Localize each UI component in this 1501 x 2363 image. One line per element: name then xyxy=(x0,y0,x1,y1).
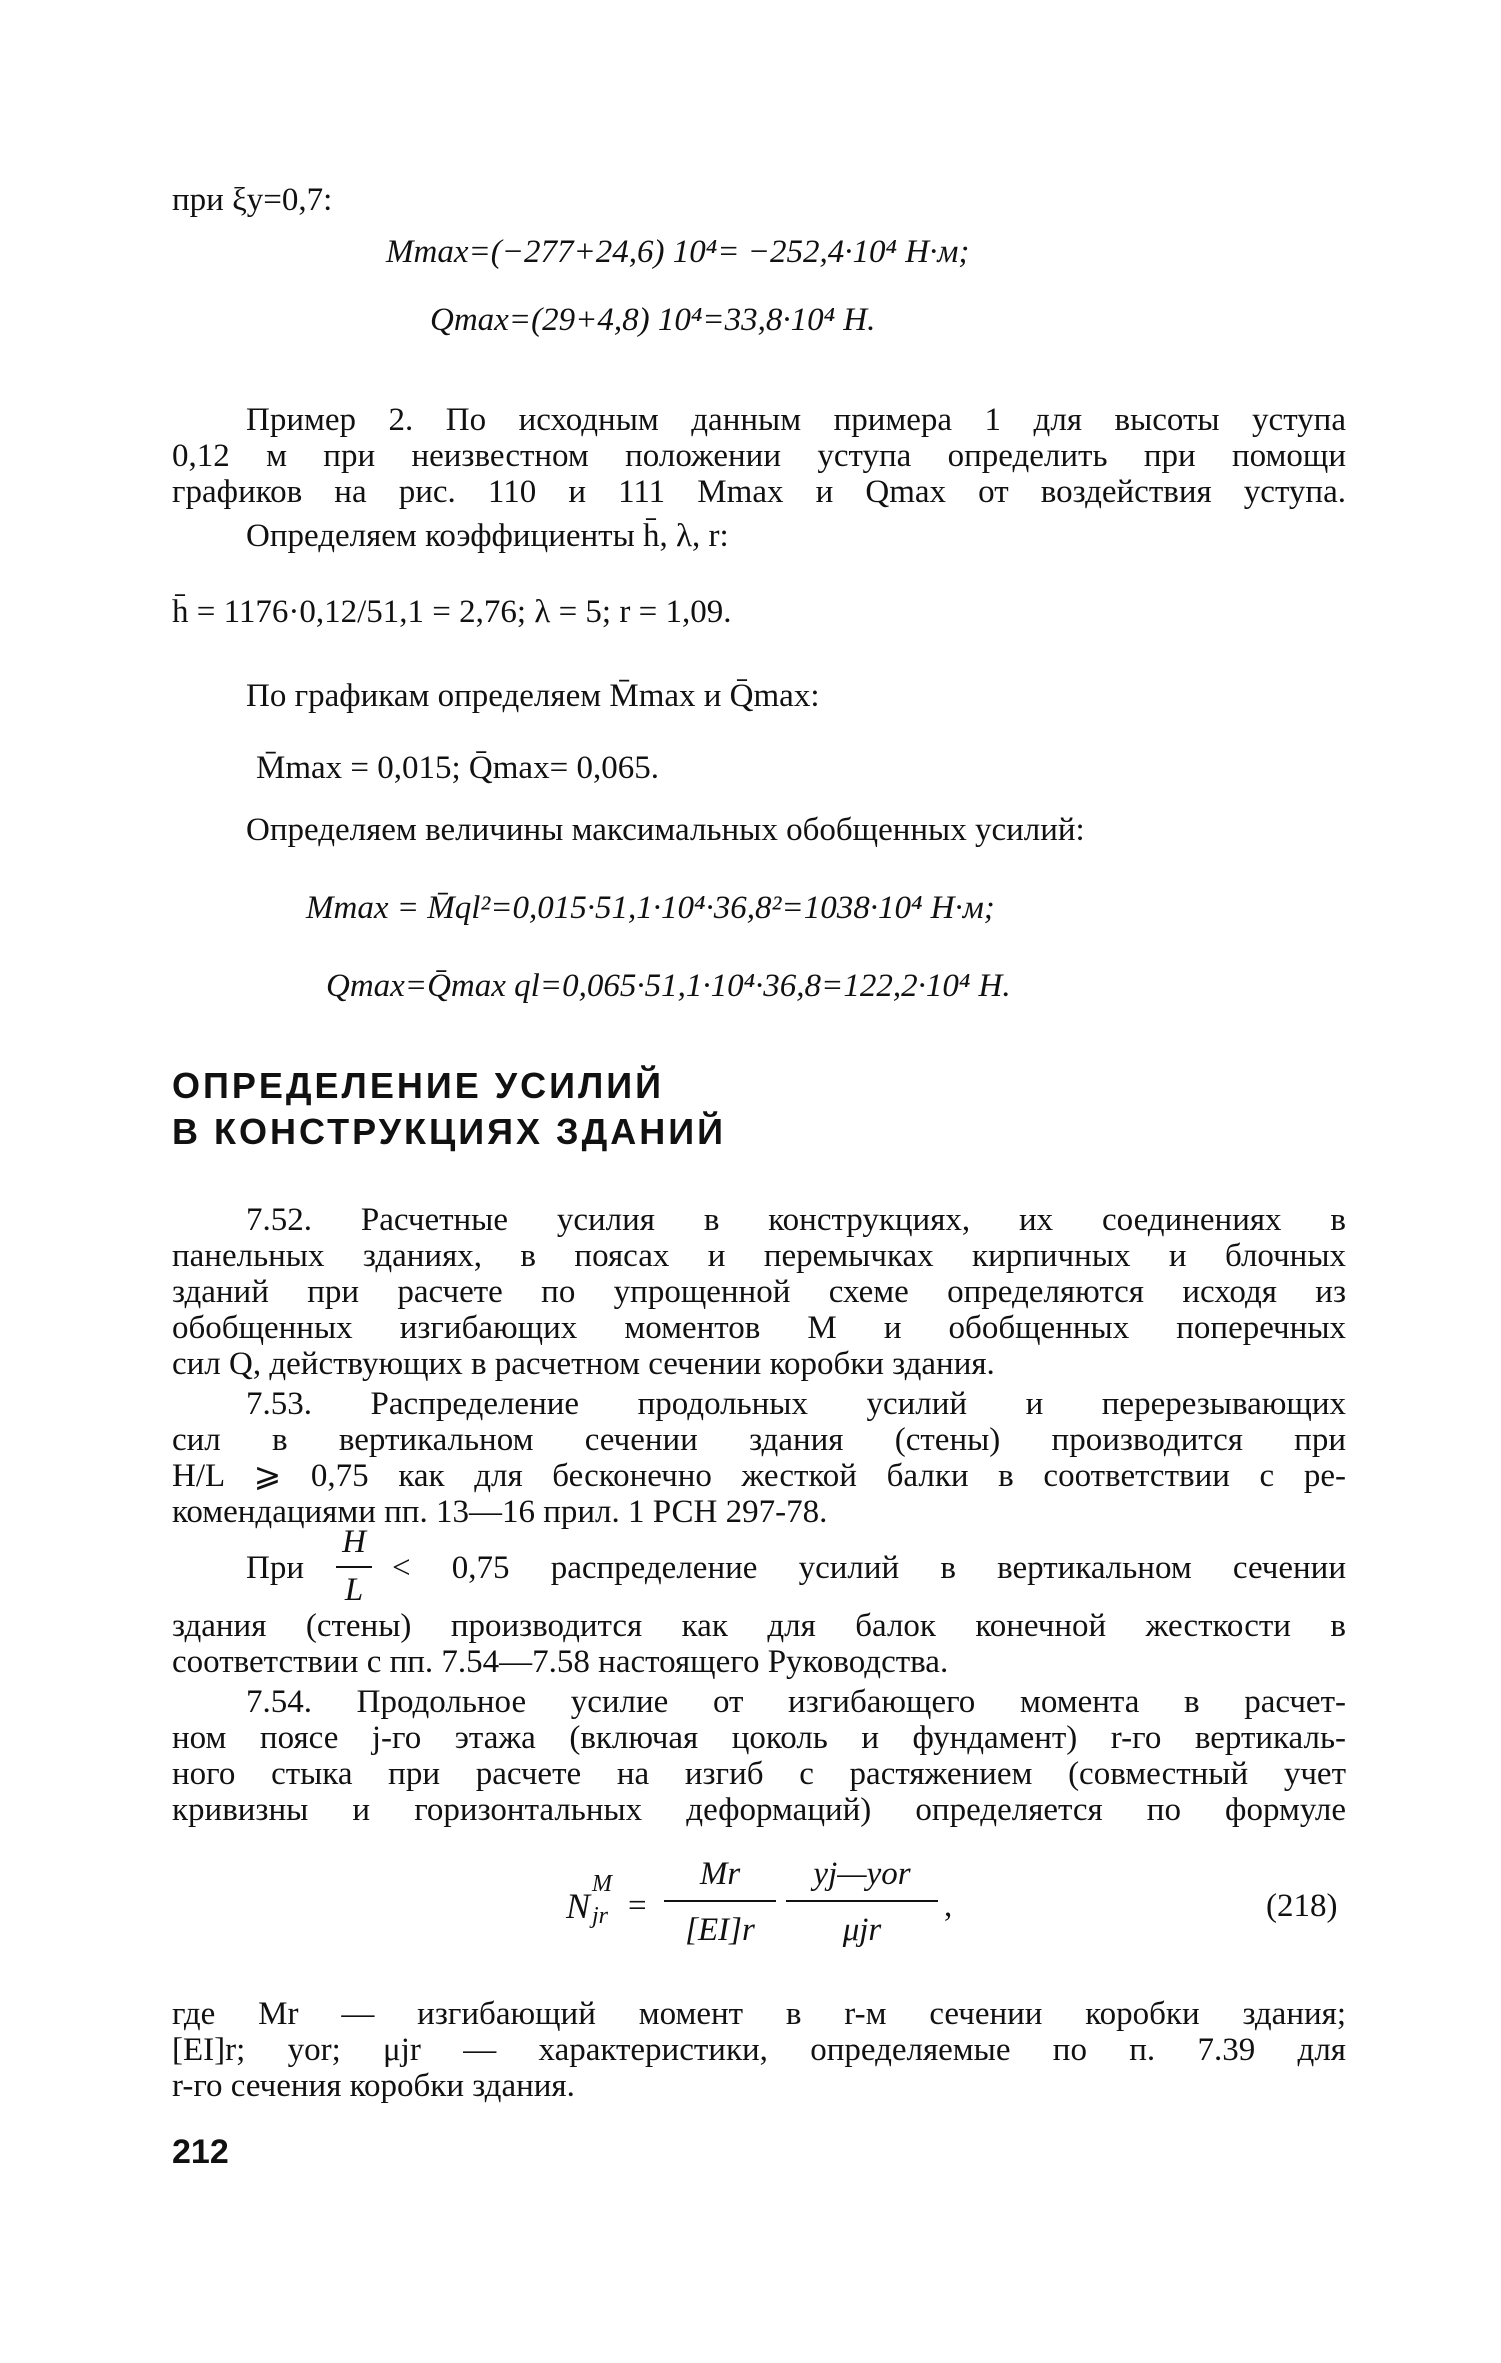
where-line-2: [EI]r; yor; μjr — характеристики, определяемые по п. 7.39 для xyxy=(172,2032,1346,2068)
paragraph-7-53-line-4: комендациями пп. 13—16 прил. 1 РСН 297-78. xyxy=(172,1494,828,1530)
example-2-equation-h: h̄ = 1176·0,12/51,1 = 2,76; λ = 5; r = 1,09. xyxy=(172,594,732,630)
example-2-line-1: Пример 2. По исходным данным примера 1 для высоты уступа xyxy=(246,402,1346,438)
example-2-line-3: графиков на рис. 110 и 111 Mmax и Qmax от воздействия уступа. xyxy=(172,474,1346,510)
formula-lhs-subscript: jr xyxy=(592,1903,609,1929)
fraction-bar xyxy=(336,1566,372,1568)
formula-fraction-2-bar xyxy=(786,1900,938,1902)
equation-mmax-1: Mmax=(−277+24,6) 10⁴= −252,4·10⁴ Н·м; xyxy=(386,234,970,270)
formula-fraction-1-bar xyxy=(664,1900,776,1902)
formula-lhs-superscript: M xyxy=(592,1871,612,1897)
paragraph-7-53-line-7: соответствии с пп. 7.54—7.58 настоящего Руководства. xyxy=(172,1644,949,1680)
paragraph-7-54-line-1: 7.54. Продольное усилие от изгибающего момента в расчет- xyxy=(246,1684,1346,1720)
paragraph-7-53-line-1: 7.53. Распределение продольных усилий и перерезывающих xyxy=(246,1386,1346,1422)
paragraph-7-54-line-4: кривизны и горизонтальных деформаций) определяется по формуле xyxy=(172,1792,1346,1828)
paragraph-7-52-line-2: панельных зданиях, в поясах и перемычках кирпичных и блочных xyxy=(172,1238,1346,1274)
paragraph-7-52-line-5: сил Q, действующих в расчетном сечении коробки здания. xyxy=(172,1346,995,1382)
formula-fraction-1-denominator: [EI]r xyxy=(685,1912,755,1948)
fraction-l-denominator: L xyxy=(344,1572,364,1608)
where-line-1: где Mr — изгибающий момент в r-м сечении коробки здания; xyxy=(172,1996,1346,2032)
paragraph-7-52-line-4: обобщенных изгибающих моментов M и обобщенных поперечных xyxy=(172,1310,1346,1346)
page-number: 212 xyxy=(172,2133,229,2171)
paragraph-7-54-line-2: ном поясе j-го этажа (включая цоколь и фундамент) r-го вертикаль- xyxy=(172,1720,1346,1756)
paragraph-7-54-line-3: ного стыка при расчете на изгиб с растяжением (совместный учет xyxy=(172,1756,1346,1792)
example-2-line-6: По графикам определяем M̄max и Q̄max: xyxy=(246,678,820,714)
formula-fraction-1-numerator: Mr xyxy=(699,1856,741,1892)
where-line-3: r-го сечения коробки здания. xyxy=(172,2068,575,2104)
paragraph-7-53-line-2: сил в вертикальном сечении здания (стены) производится при xyxy=(172,1422,1346,1458)
formula-comma: , xyxy=(944,1888,953,1924)
formula-lhs-n: N xyxy=(566,1886,591,1926)
formula-fraction-2-denominator: μjr xyxy=(842,1912,882,1948)
example-2-line-2: 0,12 м при неизвестном положении уступа определить при помощи xyxy=(172,438,1346,474)
section-heading-line-1: ОПРЕДЕЛЕНИЕ УСИЛИЙ xyxy=(172,1065,664,1106)
example-2-line-4: Определяем коэффициенты h̄, λ, r: xyxy=(246,518,729,554)
example-2-equation-bars: M̄max = 0,015; Q̄max= 0,065. xyxy=(256,750,659,786)
equation-qmax-2: Qmax=Q̄max ql=0,065·51,1·10⁴·36,8=122,2·10⁴ Н. xyxy=(326,968,1011,1004)
fraction-h-numerator: H xyxy=(342,1524,366,1560)
section-heading-line-2: В КОНСТРУКЦИЯХ ЗДАНИЙ xyxy=(172,1111,726,1152)
formula-fraction-2-numerator: yj—yor xyxy=(813,1856,911,1892)
equation-mmax-2: Mmax = M̄ql²=0,015·51,1·10⁴·36,8²=1038·10⁴ Н·м; xyxy=(306,890,995,926)
paragraph-7-53-line-3: H/L ⩾ 0,75 как для бесконечно жесткой балки в соответствии с ре- xyxy=(172,1458,1346,1494)
equation-qmax-1: Qmax=(29+4,8) 10⁴=33,8·10⁴ Н. xyxy=(430,302,876,338)
paragraph-7-52-line-3: зданий при расчете по упрощенной схеме определяются исходя из xyxy=(172,1274,1346,1310)
formula-number: (218) xyxy=(1266,1888,1338,1924)
paragraph-7-53-pri: При xyxy=(246,1550,304,1586)
paragraph-7-53-hl-rest: < 0,75 распределение усилий в вертикальном сечении xyxy=(392,1550,1346,1586)
example-2-line-8: Определяем величины максимальных обобщенных усилий: xyxy=(246,812,1085,848)
formula-equals: = xyxy=(628,1888,647,1924)
paragraph-7-52-line-1: 7.52. Расчетные усилия в конструкциях, их соединениях в xyxy=(246,1202,1346,1238)
paragraph-7-53-line-6: здания (стены) производится как для балок конечной жесткости в xyxy=(172,1608,1346,1644)
condition-line: при ξу=0,7: xyxy=(172,182,333,218)
